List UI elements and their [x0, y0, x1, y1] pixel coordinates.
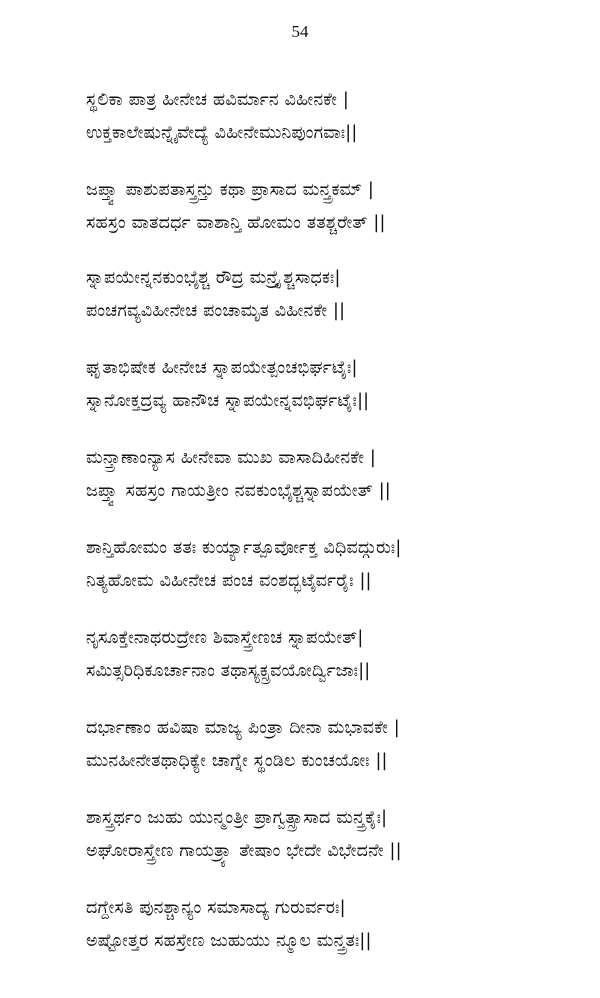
verse-line: ನಿತ್ಯಹೋಮ ವಿಹೀನೇಚ ಪಂಚ ವಂಶದ್ಭಟೈರ್ವರೈಃ || — [86, 571, 372, 591]
verse — [86, 712, 586, 802]
verse — [86, 532, 586, 622]
verse-line: ಮನ್ತ್ರಾಣಾಂನ್ಯಾಸ ಹೀನೇವಾ ಮುಖ ವಾಸಾದಿಹೀನಕೇ | — [86, 448, 376, 468]
verse-list — [86, 84, 586, 982]
verse-line: ಸಹಸ್ರಂ ವಾತದರ್ಧ ವಾಶಾನ್ತಿ ಹೋಮಂ ತತಶ್ಚರೇತ್ || — [86, 213, 386, 233]
verse — [86, 352, 586, 442]
verse-line: ಘೃತಾಭಿಷೇಕ ಹೀನೇಚ ಸ್ನಾಪಯೇತ್ಪಂಚಭಿರ್ಘಟೈಃ| — [86, 358, 358, 378]
verse-line: ದಗ್ದೇಸತಿ ಪುನಶ್ಚಾನ್ಯಂ ಸಮಾಸಾದ್ಯ ಗುರುರ್ವರಃ| — [86, 898, 346, 918]
verse — [86, 892, 586, 982]
verse-line: ಉಕ್ತಕಾಲೇಷುನ್ನೈವೇದ್ಯೆ ವಿಹೀನೇಮುನಿಪುಂಗವಾಃ|| — [86, 123, 358, 143]
verse-line: ಸ್ನಾನೋಕ್ತದ್ರವ್ಯ ಹಾನೌಚ ಸ್ನಾಪಯೇನ್ನವಭಿರ್ಘಟೈಃ|| — [86, 391, 370, 411]
verse-line: ಶಾನ್ತಿಹೋಮಂ ತತಃ ಕುರ್ಯ್ಯಾತ್ಪೂರ್ವೋಕ್ತ ವಿಧಿವದ್ಗುರುಃ| — [86, 538, 402, 558]
verse-line: ದರ್ಭಾಣಾಂ ಹವಿಷಾ ಮಾಜ್ಯ ಪಿಂತ್ರಾ ದೀನಾ ಮಭಾವಕೇ | — [86, 718, 400, 738]
verse-line: ನೃಸೂಕ್ತೇನಾಥರುದ್ರೇಣ ಶಿವಾಸ್ತ್ರೇಣಚ ಸ್ನಾಪಯೇತ್| — [86, 628, 364, 648]
verse — [86, 802, 586, 892]
verse — [86, 174, 586, 262]
verse-line: ಸಮಿತ್ಸರಿಧಿಕೂರ್ಚಾನಾಂ ತಥಾಸ್ಯಕ್ಸ್ರವಯೋರ್ದ್ವಿಜಾಃ|| — [86, 661, 371, 681]
verse-line: ಅಷ್ಟೋತ್ತರ ಸಹಸ್ರೇಣ ಜುಹುಯು ನ್ಮೂಲ ಮನ್ತ್ರತಃ|| — [86, 931, 372, 951]
verse-line: ಸ್ಥಲಿಕಾ ಪಾತ್ರ ಹೀನೇಚ ಹವಿರ್ಮಾನ ವಿಹೀನಕೇ | — [86, 90, 349, 110]
verse-line: ಶಾಸ್ತ್ರರ್ಥಂ ಜುಹು ಯುನ್ಮಂತ್ರೀ ಪ್ರಾಗ್ವತ್ಸ್ರಾಸಾದ ಮನ್ತ್ರಕೈಃ| — [86, 808, 388, 828]
verse — [86, 442, 586, 532]
verse-line: ಜಪ್ತ್ವಾ ಸಹಸ್ರಂ ಗಾಯತ್ರೀಂ ನವಕುಂಭೈಶ್ಚಸ್ನಾಪಯೇತ್ || — [86, 481, 391, 501]
verse — [86, 622, 586, 712]
verse-line: ಅಘೋರಾಸ್ತ್ರೇಣ ಗಾಯತ್ರ್ಯಾ ತೇಷಾಂ ಭೇದೇ ವಿಭೇದನೇ || — [86, 841, 402, 861]
verse — [86, 262, 586, 352]
verse-line: ಸ್ನಾಪಯೇನ್ನನಕುಂಭೈಶ್ಚ ರೌದ್ರ ಮನ್ತ್ರೈಶ್ಚಸಾಧಕಃ| — [86, 268, 341, 288]
verse-line: ಜಪ್ತ್ವಾ ಪಾಶುಪತಾಸ್ತ್ರನ್ತು ಕಥಾ ಪ್ರಾಸಾದ ಮನ್ತ್ರಕಮ್ | — [86, 180, 374, 200]
page-number: 54 — [291, 22, 309, 41]
verse-line: ಪಂಚಗವ್ಯವಿಹೀನೇಚ ಪಂಚಾಮೃತ ವಿಹೀನಕೇ || — [86, 301, 346, 321]
verse-line: ಮುನಹೀನೇತಥಾಧಿಕ್ಯೇ ಚಾಗ್ನೇ ಸ್ಥಂಡಿಲ ಕುಂಚಯೋಃ || — [86, 751, 388, 771]
verse — [86, 84, 586, 174]
